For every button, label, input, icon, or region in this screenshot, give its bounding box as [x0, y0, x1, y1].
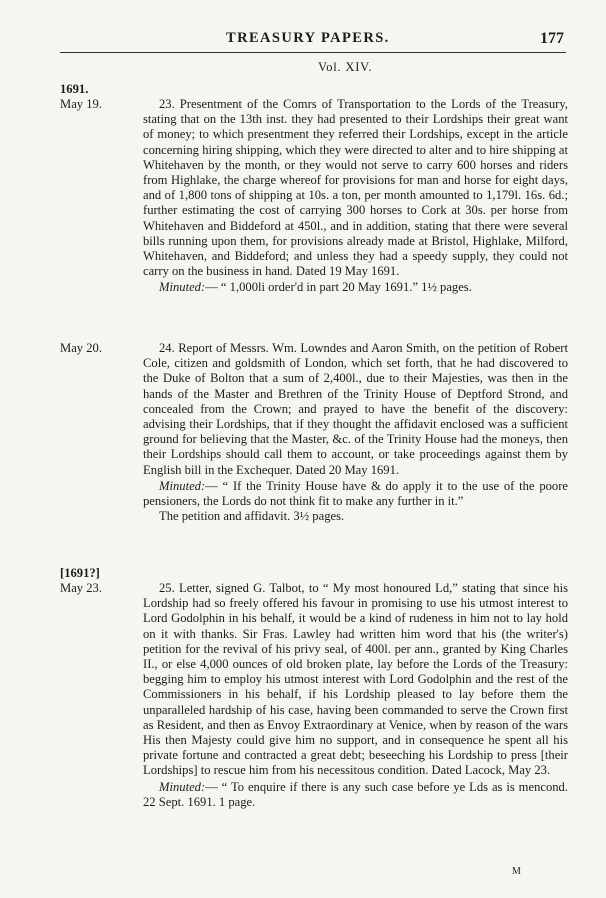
- minute-text: — “ To enquire if there is any such case before ye Lds as is mencond. 22 Sept. 1691. 1 page.: [143, 779, 568, 809]
- page-header: [0, 30, 606, 54]
- running-title: TREASURY PAPERS.: [226, 30, 390, 46]
- entry-body: 24. Report of Messrs. Wm. Lowndes and Aaron Smith, on the petition of Robert Cole, citizen and goldsmith of London, which set forth, that he had discovered to the Duke of Bolton that a sum of 2,400l., due to their Majesties, was then in the hands of the Master and Brethren of the Trinity House of Deptford Strond, and concealed from the Crown; and prayed to have the benefit of the discovery: advising their Lordships, that if they thought the affidavit enclosed was a sufficient ground for believing that the Master, &c. of the Trinity House had the moneys, then their Lordships should call them to account, or take proceedings against them by English bill in the Exchequer. Dated 20 May 1691.: [143, 341, 568, 477]
- margin-date-entry-25: [60, 566, 130, 596]
- minute-label: Minuted:: [159, 478, 206, 493]
- header-rule: [60, 52, 566, 53]
- entry-minute: [143, 780, 568, 810]
- margin-day: May 23.: [60, 581, 102, 595]
- minute-label: Minuted:: [159, 779, 206, 794]
- minute-text: — “ If the Trinity House have & do apply it to the use of the poore pensioners, the Lords do not think fit to make any further in it.”: [143, 478, 568, 509]
- volume-heading: Vol. XIV.: [318, 60, 373, 74]
- entry-body: 23. Presentment of the Comrs of Transportation to the Lords of the Treasury, stating that on the 13th inst. they had presented to their Lordships their great want of money; to which presentment they referred their Lordships, except in the article concerning hiring shipping, which they were directed to alter and to hire shipping at Whitehaven by the month, or they would not serve to carry 600 horses and riders from Highlake, the charge whereof for provisions for man and horse for eight days, and of 1,800 tons of shipping at 10s. a ton, per month amounted to 1,179l. 16s. 6d.; further estimating the cost of carrying 300 horses to Cork at 30s. per horse from Whitehaven and Biddeford at 450l., and in addition, stating that there were several bills running upon them, for provisions already made at Bristol, Highlake, Milford, Whitehaven, and Biddeford; and unless they had a speedy supply, they could not carry on the business in hand. Dated 19 May 1691.: [143, 97, 568, 279]
- margin-day: May 19.: [60, 97, 102, 111]
- signature-mark: M: [512, 866, 521, 877]
- margin-year: 1691.: [60, 82, 89, 96]
- page-number: 177: [540, 30, 564, 47]
- entry-enclosure: The petition and affidavit. 3½ pages.: [159, 509, 345, 524]
- entry-24: [143, 341, 568, 524]
- entry-25: [143, 581, 568, 810]
- margin-date-entry-23: [60, 82, 130, 112]
- margin-year: [1691?]: [60, 566, 100, 580]
- entry-23: [143, 97, 568, 296]
- margin-date-entry-24: [60, 341, 130, 356]
- entry-minute: [143, 479, 568, 509]
- entry-body: 25. Letter, signed G. Talbot, to “ My most honoured Ld,” stating that since his Lordship had so freely offered his favour in promising to use his utmost interest to Lord Godolphin in his behalf, it would be a kind of rudeness in him not to lay hold on it with thanks. Sir Fras. Lawley had written him word that his (the writer's) petition for the revival of his privy seal, of 400l. per ann., granted by King Charles II., or else 4,000 ounces of old broken plate, lay before the Lords of the Treasury: begging him to employ his utmost interest with Lord Godolphin and the rest of the Commissioners in his behalf, if his Lordship pleased to lay before them the unparalleled hardship of his case, having been commanded to serve the Crown first as Resident, and then as Envoy Extraordinary at Venice, when by reason of the wars His then Majesty could give him no support, and in consequence he spent all his private fortune and contracted a great debt; beseeching his Lordship to press [their Lordships] to rescue him from his necessitous condition. Dated Lacock, May 23.: [143, 581, 568, 778]
- entry-minute: [143, 280, 568, 295]
- margin-day: May 20.: [60, 341, 102, 355]
- minute-label: Minuted:: [159, 280, 206, 295]
- minute-text: — “ 1,000li order'd in part 20 May 1691.” 1½ pages.: [205, 280, 472, 295]
